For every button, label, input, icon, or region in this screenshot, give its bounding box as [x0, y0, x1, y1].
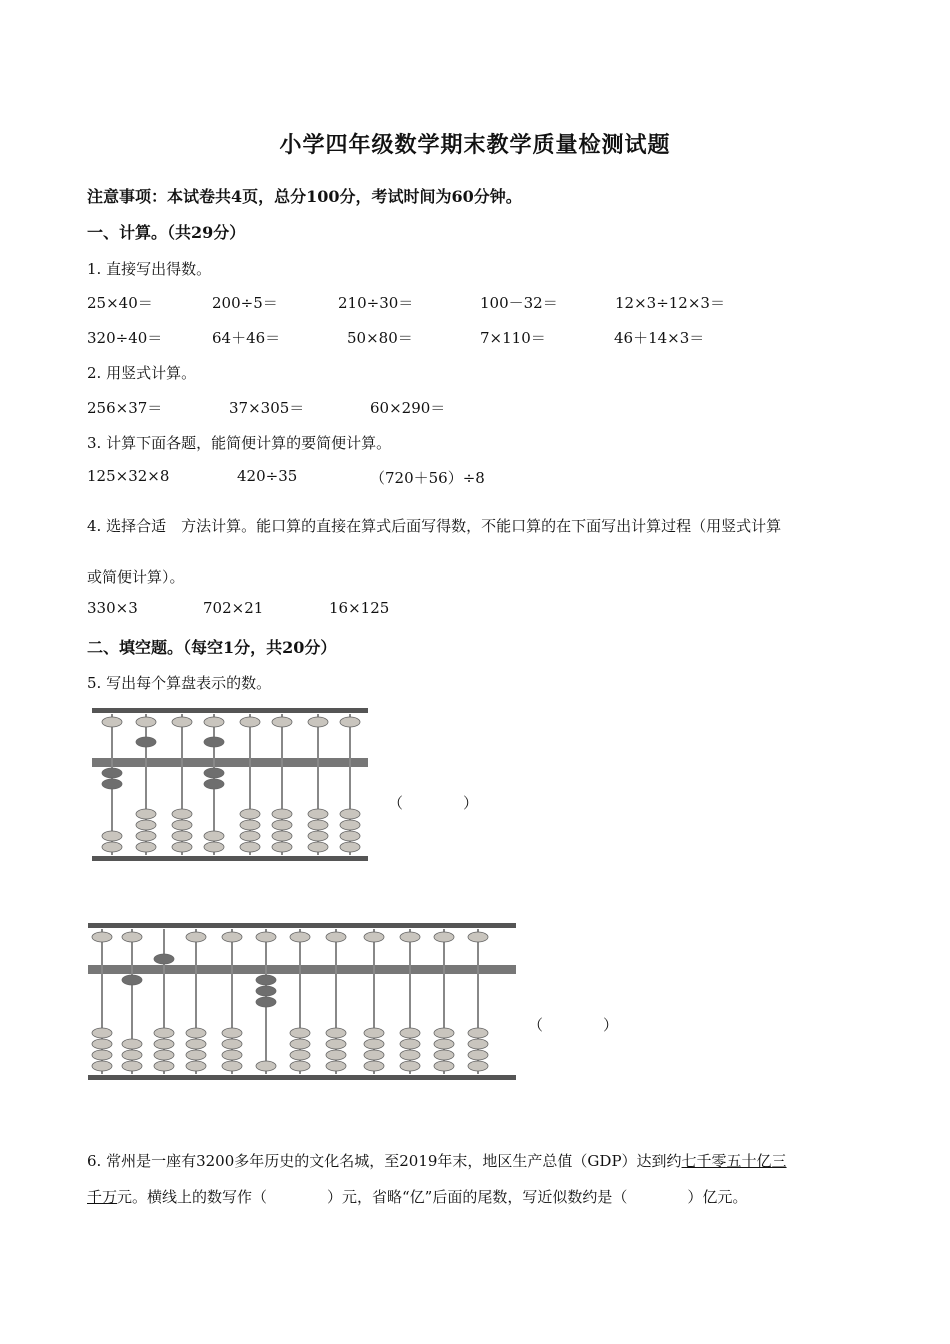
abacus-bead [222, 1050, 242, 1060]
abacus-bead [92, 1039, 112, 1049]
abacus-bead [204, 779, 224, 789]
abacus-bead [136, 831, 156, 841]
abacus-2-rods [92, 929, 488, 1074]
abacus-bead [308, 842, 328, 852]
abacus-bead [308, 809, 328, 819]
abacus-2 [86, 915, 521, 1090]
abacus-bead [204, 737, 224, 747]
abacus-bead [326, 1061, 346, 1071]
abacus-bead [340, 820, 360, 830]
abacus-bead [326, 1039, 346, 1049]
abacus-bead [326, 1028, 346, 1038]
abacus-bead [172, 842, 192, 852]
abacus-bead [204, 842, 224, 852]
abacus-bead [256, 932, 276, 942]
abacus-bead [400, 1050, 420, 1060]
abacus-bead [240, 820, 260, 830]
abacus-bead [364, 932, 384, 942]
q6-underlined-number-cont: 千万 [87, 1188, 118, 1206]
abacus-bead [290, 932, 310, 942]
abacus-bead [434, 1039, 454, 1049]
abacus-bead [272, 717, 292, 727]
abacus-bead [154, 954, 174, 964]
abacus-bead [222, 1061, 242, 1071]
abacus-frame-bottom [92, 856, 368, 861]
abacus-bead [308, 831, 328, 841]
abacus-bead [122, 932, 142, 942]
abacus-bead [222, 1039, 242, 1049]
abacus-bead [326, 932, 346, 942]
abacus-bead [172, 831, 192, 841]
abacus-bead [136, 717, 156, 727]
abacus-bead [102, 717, 122, 727]
abacus-bead [400, 1028, 420, 1038]
abacus-bead [434, 1028, 454, 1038]
abacus-bead [308, 717, 328, 727]
q1-item: 25×40＝ [87, 294, 153, 312]
q5-label: 5. 写出每个算盘表示的数。 [87, 674, 272, 692]
abacus-bead [102, 768, 122, 778]
abacus-bead [240, 717, 260, 727]
abacus-beam [92, 758, 368, 767]
q4-label-cont: 或简便计算）。 [87, 568, 185, 586]
abacus-bead [186, 1039, 206, 1049]
abacus-bead [468, 1039, 488, 1049]
abacus-bead [468, 1028, 488, 1038]
q1-item: 46＋14×3＝ [614, 329, 705, 347]
abacus-bead [272, 820, 292, 830]
q5-answer-2[interactable]: （ ） [528, 1016, 619, 1034]
abacus-bead [92, 932, 112, 942]
notice: 注意事项：本试卷共4页，总分100分，考试时间为60分钟。 [87, 187, 522, 206]
abacus-bead [240, 809, 260, 819]
q4-item: 702×21 [203, 599, 264, 617]
page-title: 小学四年级数学期末教学质量检测试题 [279, 132, 671, 158]
abacus-bead [186, 1050, 206, 1060]
abacus-bead [468, 932, 488, 942]
abacus-bead [340, 809, 360, 819]
abacus-bead [136, 809, 156, 819]
abacus-bead [326, 1050, 346, 1060]
q2-label: 2. 用竖式计算。 [87, 364, 197, 382]
abacus-bead [122, 1050, 142, 1060]
abacus-bead [364, 1028, 384, 1038]
abacus-bead [122, 1039, 142, 1049]
abacus-bead [400, 1061, 420, 1071]
abacus-bead [122, 1061, 142, 1071]
q1-item: 210÷30＝ [338, 294, 414, 312]
abacus-bead [172, 820, 192, 830]
q1-item: 7×110＝ [480, 329, 546, 347]
abacus-bead [308, 820, 328, 830]
abacus-bead [240, 831, 260, 841]
abacus-bead [272, 842, 292, 852]
abacus-bead [364, 1039, 384, 1049]
abacus-bead [154, 1028, 174, 1038]
q3-item: 420÷35 [237, 467, 298, 485]
abacus-bead [272, 831, 292, 841]
abacus-bead [340, 717, 360, 727]
abacus-bead [340, 831, 360, 841]
abacus-bead [290, 1050, 310, 1060]
q3-label: 3. 计算下面各题，能简便计算的要简便计算。 [87, 434, 392, 452]
abacus-bead [186, 1028, 206, 1038]
q2-item: 37×305＝ [229, 399, 305, 417]
q1-item: 64＋46＝ [212, 329, 281, 347]
q6-underlined-number: 七千零五十亿三 [681, 1152, 787, 1170]
abacus-bead [400, 1039, 420, 1049]
abacus-bead [256, 986, 276, 996]
abacus-bead [102, 842, 122, 852]
abacus-bead [468, 1061, 488, 1071]
q4-item: 330×3 [87, 599, 138, 617]
abacus-bead [256, 1061, 276, 1071]
abacus-bead [172, 809, 192, 819]
abacus-bead [222, 1028, 242, 1038]
section1-heading: 一、计算。（共29分） [87, 223, 246, 242]
abacus-bead [136, 820, 156, 830]
q3-item: 125×32×8 [87, 467, 170, 485]
abacus-frame-top [88, 923, 516, 928]
q3-item: （720＋56）÷8 [370, 469, 485, 487]
q2-item: 60×290＝ [370, 399, 446, 417]
abacus-bead [290, 1039, 310, 1049]
abacus-bead [92, 1061, 112, 1071]
abacus-bead [186, 1061, 206, 1071]
abacus-bead [186, 932, 206, 942]
abacus-bead [434, 1061, 454, 1071]
q1-item: 12×3÷12×3＝ [615, 294, 725, 312]
abacus-bead [290, 1028, 310, 1038]
abacus-bead [434, 1050, 454, 1060]
abacus-bead [92, 1028, 112, 1038]
q4-label: 4. 选择合适 方法计算。能口算的直接在算式后面写得数，不能口算的在下面写出计算过程（用竖式计算 [87, 517, 782, 535]
q6-line2 [87, 1186, 747, 1207]
abacus-bead [434, 932, 454, 942]
abacus-bead [154, 1050, 174, 1060]
abacus-1-rods [102, 714, 360, 855]
abacus-bead [364, 1061, 384, 1071]
abacus-bead [256, 997, 276, 1007]
abacus-beam [88, 965, 516, 974]
q6-text: 6. 常州是一座有3200多年历史的文化名城，至2019年末，地区生产总值（GDP）达到约 [87, 1152, 682, 1170]
abacus-bead [364, 1050, 384, 1060]
abacus-frame-bottom [88, 1075, 516, 1080]
abacus-bead [102, 831, 122, 841]
abacus-bead [468, 1050, 488, 1060]
q5-answer-1[interactable]: （ ） [388, 794, 479, 812]
q6-text-cont: 元。横线上的数写作（ ）元，省略“亿”后面的尾数，写近似数约是（ ）亿元。 [117, 1188, 748, 1206]
q1-item: 50×80＝ [347, 329, 413, 347]
abacus-frame-top [92, 708, 368, 713]
abacus-bead [240, 842, 260, 852]
abacus-bead [204, 768, 224, 778]
abacus-bead [102, 779, 122, 789]
q1-item: 320÷40＝ [87, 329, 163, 347]
abacus-bead [400, 932, 420, 942]
q4-item: 16×125 [329, 599, 390, 617]
q6-line1 [87, 1150, 787, 1171]
abacus-bead [122, 975, 142, 985]
abacus-bead [256, 975, 276, 985]
q1-item: 100－32＝ [480, 294, 558, 312]
abacus-bead [92, 1050, 112, 1060]
abacus-bead [172, 717, 192, 727]
q2-item: 256×37＝ [87, 399, 163, 417]
abacus-bead [272, 809, 292, 819]
abacus-bead [290, 1061, 310, 1071]
q1-item: 200÷5＝ [212, 294, 278, 312]
abacus-1 [88, 700, 373, 875]
abacus-bead [154, 1061, 174, 1071]
abacus-bead [154, 1039, 174, 1049]
q1-label: 1. 直接写出得数。 [87, 260, 212, 278]
abacus-bead [340, 842, 360, 852]
abacus-bead [136, 737, 156, 747]
abacus-bead [204, 717, 224, 727]
abacus-bead [136, 842, 156, 852]
abacus-bead [204, 831, 224, 841]
abacus-bead [222, 932, 242, 942]
section2-heading: 二、填空题。（每空1分，共20分） [87, 638, 337, 657]
